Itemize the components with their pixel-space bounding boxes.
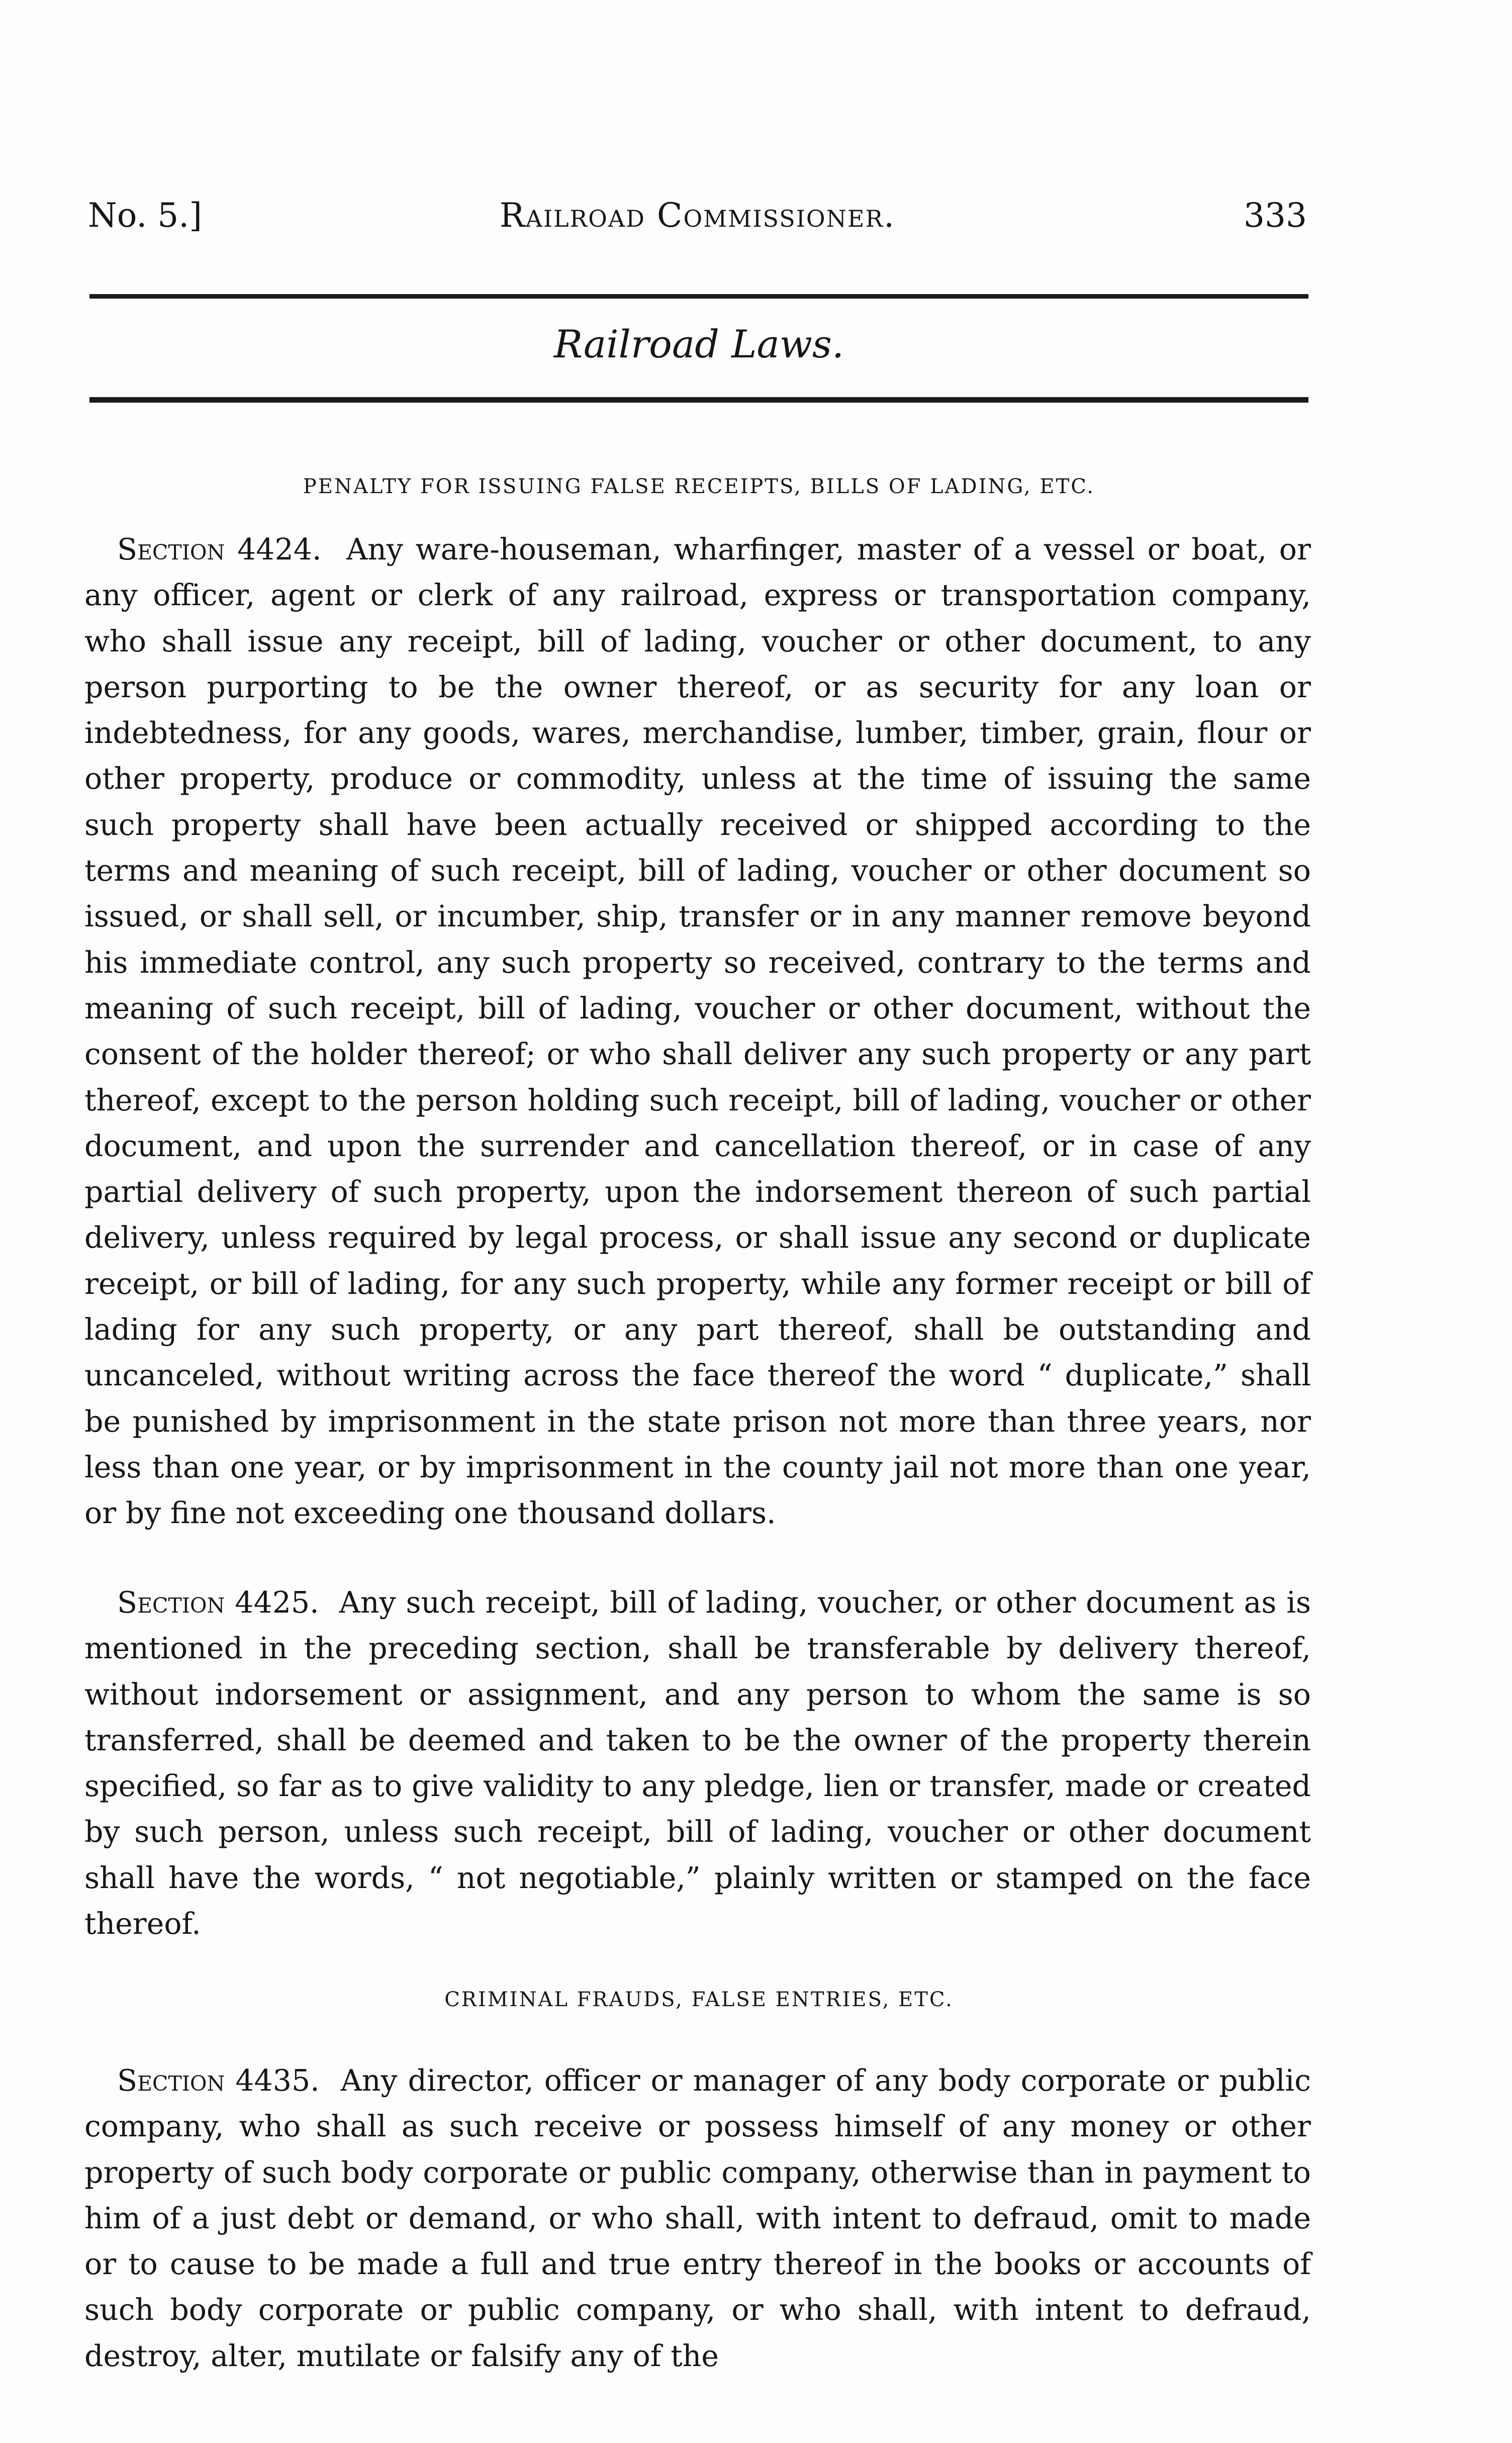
section-text: Any ware-houseman, wharfinger, master of a vessel or boat, or any officer, agent or clerk of any railroad, express or transportation company, who shall issue any receipt, bill of lading, voucher or other document, to any person purporting to be the owner thereof, or as security for any loan or indebtedness, for any goods, wares, merchandise, lumber, timber, grain, flour or other property, produce or commodity, unless at the time of issuing the same such property shall have been actually received or shipped according to the terms and meaning of such receipt, bill of lading, voucher or other document so issued, or shall sell, or incumber, ship, transfer or in any manner remove beyond his immediate control, any such property so received, contrary to the terms and meaning of such receipt, bill of lading, voucher or other document, without the consent of the holder thereof; or who shall deliver any such property or any part thereof, except to the person holding such receipt, bill of lading, voucher or other document, and upon the surrender and cancellation thereof, or in case of any partial delivery of such property, upon the indorsement thereon of such partial delivery, unless required by legal process, or shall issue any second or duplicate receipt, or bill of lading, for any such property, while any former receipt or bill of lading for any such property, or any part thereof, shall be outstanding and uncanceled, without writing across the face thereof the word “ duplicate,” shall be punished by imprisonment in the state prison not more than three years, nor less than one year, or by imprisonment in the county jail not more than one year, or by fine not exceeding one thousand dollars. (84, 532, 1311, 1531)
section-text: Any such receipt, bill of lading, voucher, or other document as is mentioned in the preceding section, shall be transferable by delivery thereof, without indorsement or assignment, and any person to whom the same is so transferred, shall be deemed and taken to be the owner of the property therein specified, so far as to give validity to any pledge, lien or transfer, made or created by such person, unless such receipt, bill of lading, voucher or other document shall have the words, “ not negotiable,” plainly written or stamped on the face thereof. (84, 1585, 1311, 1941)
section-heading-criminal-frauds: CRIMINAL FRAUDS, FALSE ENTRIES, ETC. (444, 1988, 954, 2011)
issue-number: No. 5.] (88, 196, 203, 235)
running-title: Railroad Commissioner. (499, 196, 896, 235)
section-label: Section 4424. (117, 532, 322, 567)
page-subtitle: Railroad Laws. (553, 322, 844, 366)
paragraph-section-4425 (84, 1580, 1311, 1947)
page-number: 333 (1244, 196, 1307, 235)
paragraph-section-4424 (84, 527, 1311, 1537)
paragraph-section-4435 (84, 2058, 1311, 2379)
section-label: Section 4435. (117, 2063, 320, 2098)
header-rule-bottom (89, 397, 1308, 403)
section-label: Section 4425. (117, 1585, 319, 1620)
section-heading-penalty: PENALTY FOR ISSUING FALSE RECEIPTS, BILLS OF LADING, ETC. (303, 475, 1095, 498)
section-text: Any director, officer or manager of any body corporate or public company, who shall as such receive or possess himself of any money or other property of such body corporate or public company, otherwise than in payment to him of a just debt or demand, or who shall, with intent to defraud, omit to made or to cause to be made a full and true entry thereof in the books or accounts of such body corporate or public company, or who shall, with intent to defraud, destroy, alter, mutilate or falsify any of the (84, 2063, 1311, 2373)
running-header (88, 196, 1307, 251)
header-rule-top (89, 294, 1308, 299)
